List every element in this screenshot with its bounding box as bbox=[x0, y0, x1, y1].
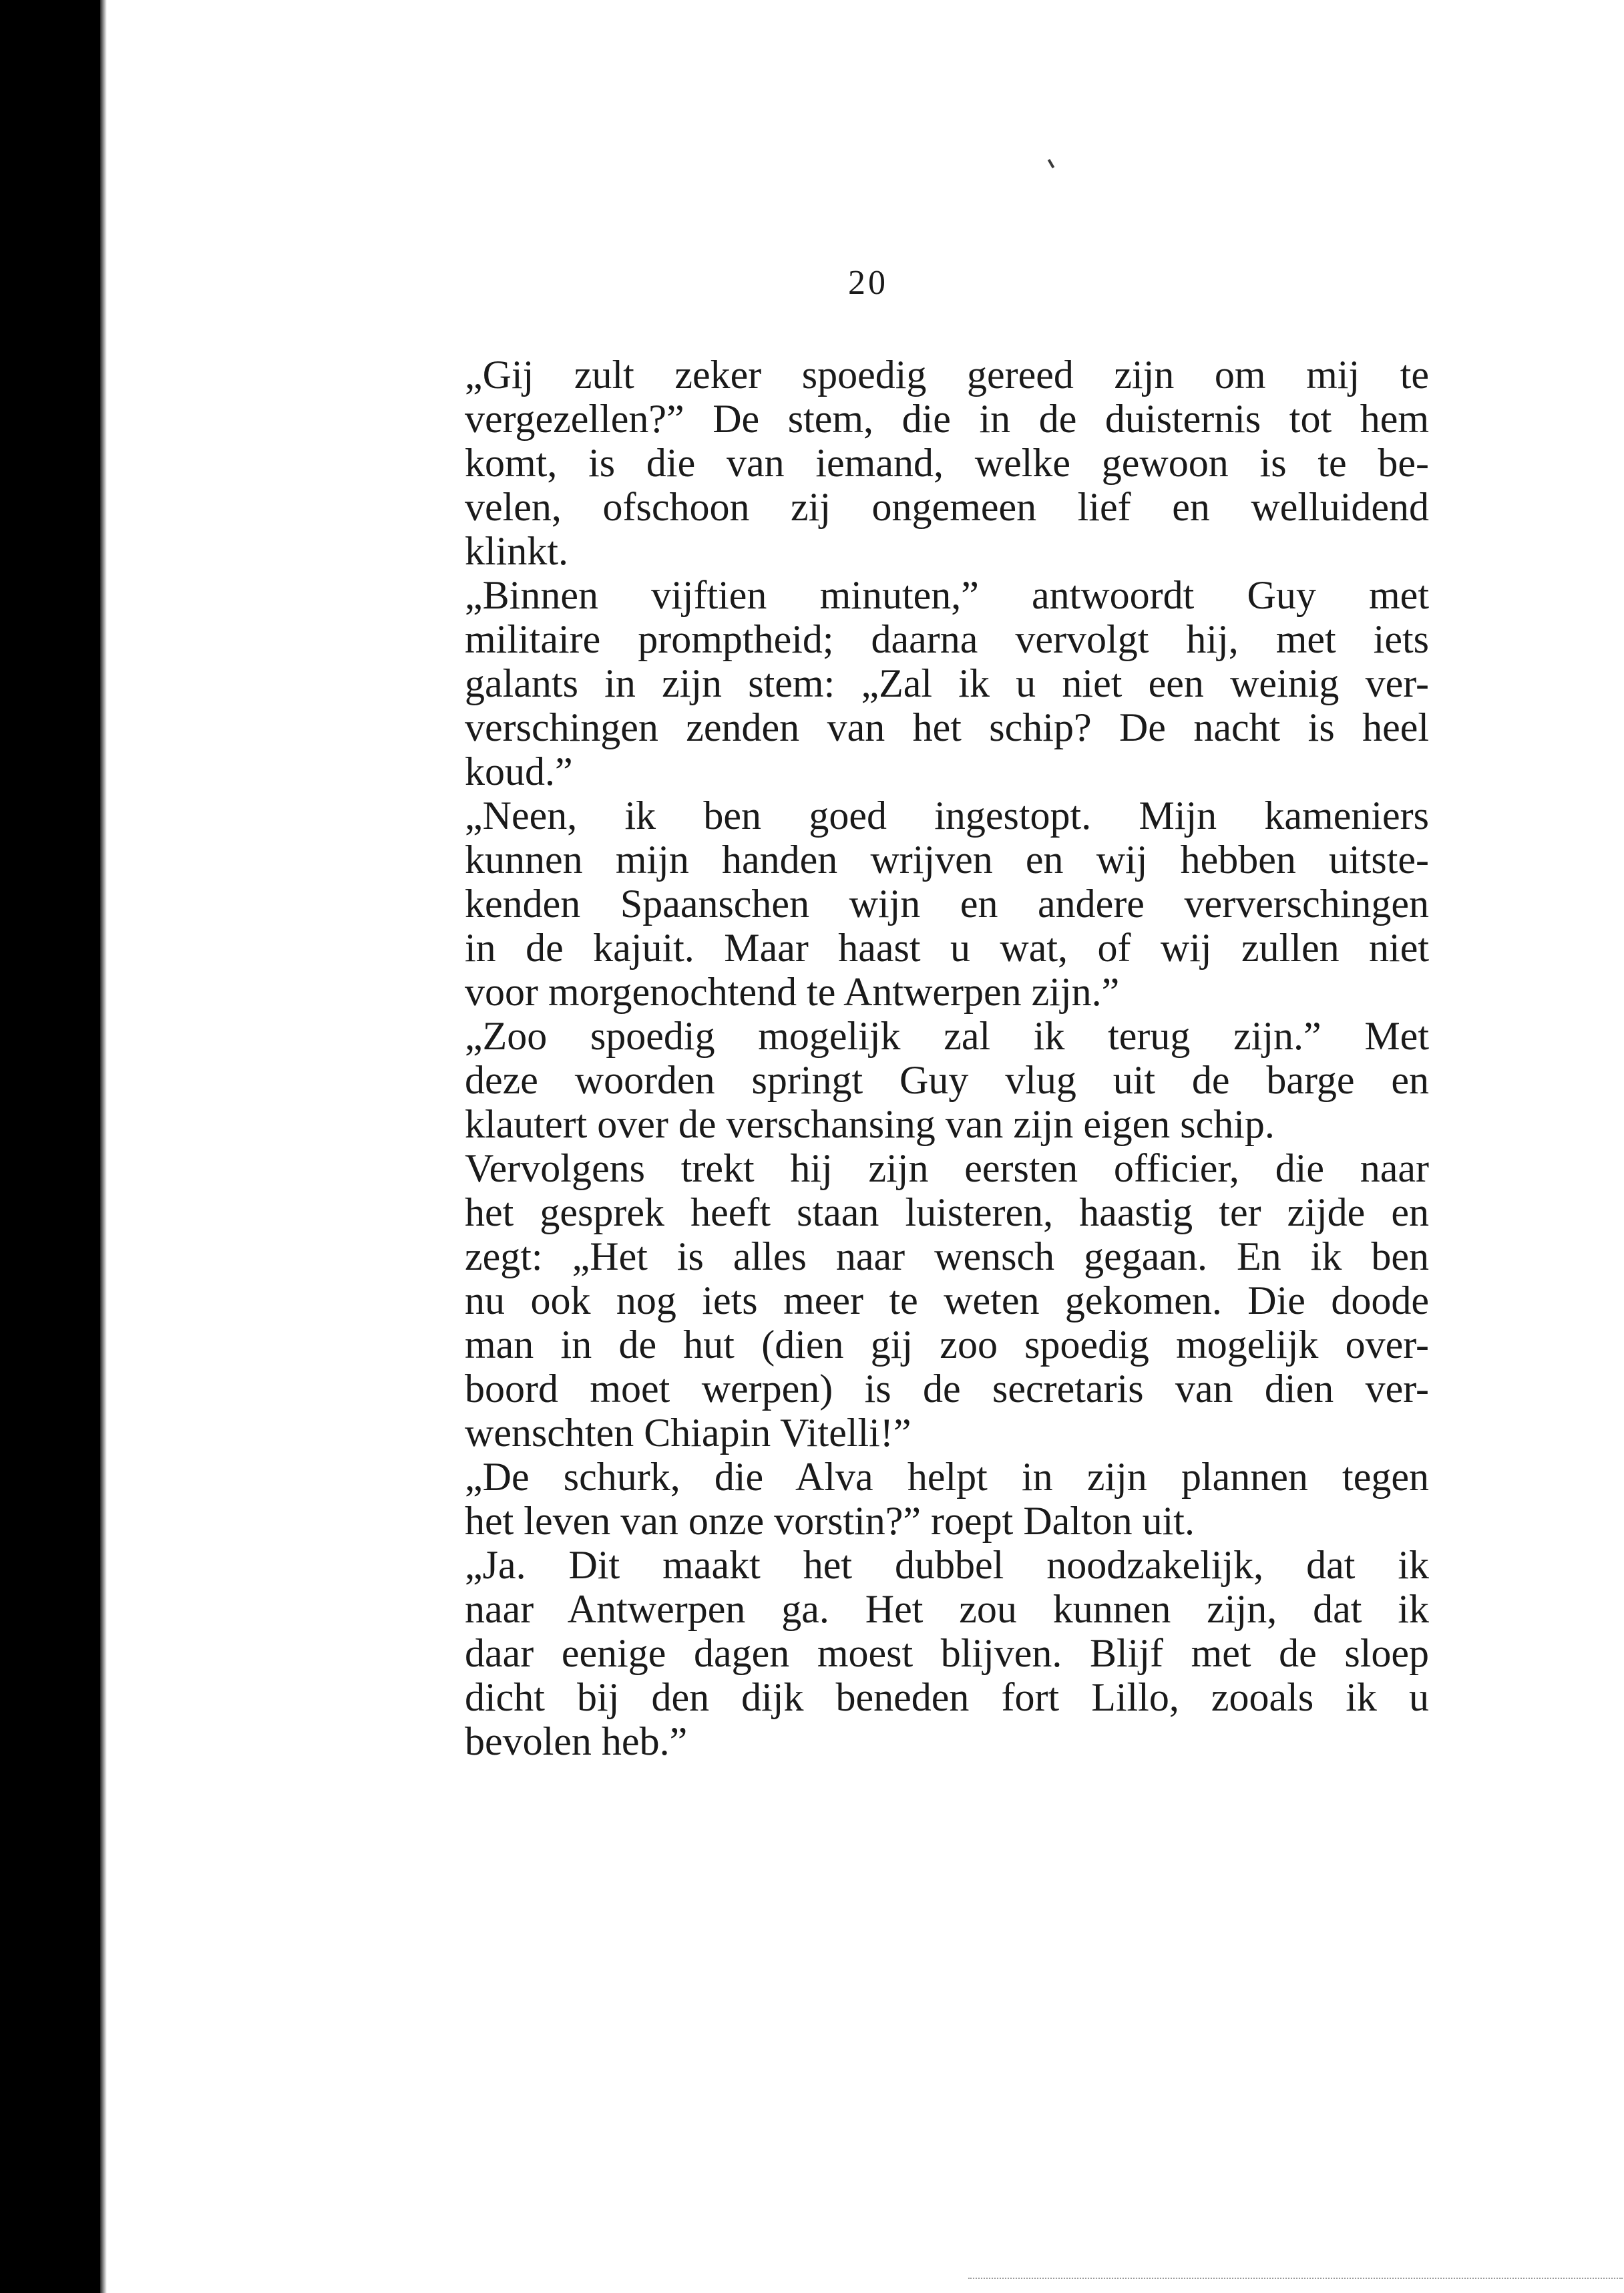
scan-speck bbox=[1048, 159, 1054, 168]
text-line: koud.” bbox=[465, 749, 573, 793]
text-line: velen, ofschoon zij ongemeen lief en welluidend bbox=[465, 485, 1429, 529]
paragraph bbox=[414, 573, 1429, 793]
text-line: „Gij zult zeker spoedig gereed zijn om mij te bbox=[465, 353, 1429, 397]
body-text bbox=[414, 353, 1429, 1763]
text-line: het gesprek heeft staan luisteren, haastig ter zijde en bbox=[465, 1190, 1429, 1234]
paragraph bbox=[414, 1146, 1429, 1455]
text-line: kenden Spaanschen wijn en andere ververschingen bbox=[465, 882, 1429, 926]
text-line: kunnen mijn handen wrijven en wij hebben uitste- bbox=[465, 838, 1429, 882]
text-line: „Binnen vijftien minuten,” antwoordt Guy met bbox=[465, 573, 1429, 617]
text-line: galants in zijn stem: „Zal ik u niet een weinig ver- bbox=[465, 661, 1429, 705]
text-line: bevolen heb.” bbox=[465, 1719, 688, 1763]
text-line: wenschten Chiapin Vitelli!” bbox=[465, 1411, 911, 1455]
text-line: boord moet werpen) is de secretaris van dien ver- bbox=[465, 1367, 1429, 1411]
text-line: „Neen, ik ben goed ingestopt. Mijn kameniers bbox=[465, 793, 1429, 838]
scan-edge-shadow bbox=[100, 0, 107, 2293]
text-line: man in de hut (dien gij zoo spoedig mogelijk over- bbox=[465, 1322, 1429, 1367]
text-line: Vervolgens trekt hij zijn eersten officier, die naar bbox=[465, 1146, 1429, 1190]
text-line: dicht bij den dijk beneden fort Lillo, zooals ik u bbox=[465, 1675, 1429, 1719]
text-line: deze woorden springt Guy vlug uit de barge en bbox=[465, 1058, 1429, 1102]
paragraph bbox=[414, 1455, 1429, 1543]
text-line: militaire promptheid; daarna vervolgt hij, met iets bbox=[465, 617, 1429, 661]
text-line: komt, is die van iemand, welke gewoon is te be- bbox=[465, 441, 1429, 485]
paragraph bbox=[414, 793, 1429, 1014]
page-number: 20 bbox=[848, 264, 888, 302]
text-line: verschingen zenden van het schip? De nacht is heel bbox=[465, 705, 1429, 749]
text-line: „De schurk, die Alva helpt in zijn plannen tegen bbox=[465, 1455, 1429, 1499]
scan-dark-edge bbox=[0, 0, 100, 2293]
text-line: „Zoo spoedig mogelijk zal ik terug zijn.” Met bbox=[465, 1014, 1429, 1058]
paragraph bbox=[414, 353, 1429, 573]
text-line: „Ja. Dit maakt het dubbel noodzakelijk, dat ik bbox=[465, 1543, 1429, 1587]
text-line: zegt: „Het is alles naar wensch gegaan. En ik ben bbox=[465, 1234, 1429, 1278]
text-line: nu ook nog iets meer te weten gekomen. Die doode bbox=[465, 1278, 1429, 1322]
paragraph bbox=[414, 1543, 1429, 1763]
text-line: klinkt. bbox=[465, 529, 569, 573]
text-line: in de kajuit. Maar haast u wat, of wij zullen niet bbox=[465, 926, 1429, 970]
text-line: voor morgenochtend te Antwerpen zijn.” bbox=[465, 970, 1120, 1014]
scan-bottom-dust bbox=[968, 2278, 1623, 2279]
text-line: klautert over de verschansing van zijn eigen schip. bbox=[465, 1102, 1275, 1146]
text-line: het leven van onze vorstin?” roept Dalton uit. bbox=[465, 1499, 1195, 1543]
text-line: daar eenige dagen moest blijven. Blijf met de sloep bbox=[465, 1631, 1429, 1675]
text-line: vergezellen?” De stem, die in de duisternis tot hem bbox=[465, 397, 1429, 441]
text-line: naar Antwerpen ga. Het zou kunnen zijn, dat ik bbox=[465, 1587, 1429, 1631]
paragraph bbox=[414, 1014, 1429, 1146]
